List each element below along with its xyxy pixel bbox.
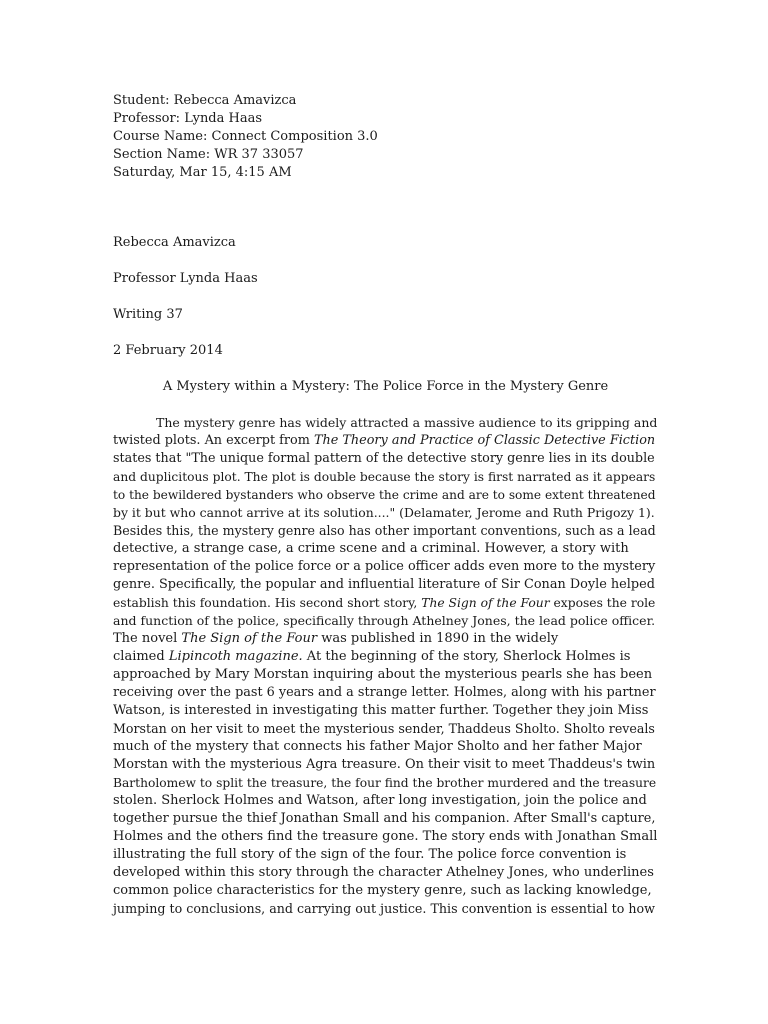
body-text: receiving over the past 6 years and a strange letter. Holmes, along with his partner	[113, 685, 656, 700]
body-text: much of the mystery that connects his father Major Sholto and her father Major	[113, 739, 642, 754]
body-text: and duplicitous plot. The plot is double because the story is first narrated as it appears	[113, 470, 656, 484]
body-line	[113, 522, 658, 540]
body-line	[113, 756, 658, 774]
body-line	[113, 774, 658, 792]
body-line	[113, 738, 658, 756]
body-line	[113, 666, 658, 684]
body-text: exposes the role	[549, 596, 656, 610]
body-line	[113, 900, 658, 918]
body-text: and function of the police, specifically through Athelney Jones, the lead police officer.	[113, 613, 656, 628]
body-text: together pursue the thief Jonathan Small and his companion. After Small's capture,	[113, 811, 656, 826]
body-line	[113, 540, 658, 558]
body-text: Watson, is interested in investigating this matter further. Together they join Miss	[113, 703, 649, 718]
instructor-name: Professor Lynda Haas	[113, 271, 258, 286]
body-text: Besides this, the mystery genre also has other important conventions, such as a lead	[113, 523, 656, 538]
section-line: Section Name: WR 37 33057	[113, 147, 304, 162]
author-name: Rebecca Amavizca	[113, 235, 236, 250]
document-page	[113, 92, 658, 918]
italic-title-text: The Sign of the Four	[421, 596, 550, 610]
body-line	[113, 468, 658, 486]
body-line	[113, 864, 658, 882]
body-line	[113, 810, 658, 828]
body-text: The novel	[113, 631, 182, 646]
body-text: genre. Specifically, the popular and influential literature of Sir Conan Doyle helped	[113, 577, 655, 592]
course-line: Course Name: Connect Composition 3.0	[113, 129, 378, 144]
body-line	[113, 576, 658, 594]
essay-body-paragraph	[113, 414, 658, 918]
body-line	[113, 630, 658, 648]
body-line	[113, 882, 658, 900]
body-line	[113, 846, 658, 864]
body-text: developed within this story through the character Athelney Jones, who underlines	[113, 865, 654, 880]
mla-heading	[113, 234, 658, 360]
italic-title-text: Lipincoth magazine.	[168, 649, 303, 664]
body-text: representation of the police force or a police officer adds even more to the mystery	[113, 559, 656, 574]
body-text: stolen. Sherlock Holmes and Watson, after long investigation, join the police and	[113, 793, 647, 808]
body-line	[113, 648, 658, 666]
body-line	[113, 684, 658, 702]
body-line	[113, 828, 658, 846]
body-text: establish this foundation. His second short story,	[113, 596, 422, 610]
course-name: Writing 37	[113, 307, 183, 322]
essay-title: A Mystery within a Mystery: The Police Force in the Mystery Genre	[162, 379, 609, 394]
body-line	[113, 792, 658, 810]
body-text: jumping to conclusions, and carrying out justice. This convention is essential to how	[113, 901, 655, 916]
body-text: to the bewildered bystanders who observe the crime and are to some extent threatened	[113, 488, 656, 502]
body-text: states that "The unique formal pattern of the detective story genre lies in its double	[113, 451, 655, 466]
body-text: The mystery genre has widely attracted a massive audience to its gripping and	[156, 415, 658, 430]
body-text: Bartholomew to split the treasure, the four find the brother murdered and the treasure	[113, 776, 657, 790]
body-text: illustrating the full story of the sign of the four. The police force convention is	[113, 847, 627, 862]
body-text: detective, a strange case, a crime scene and a criminal. However, a story with	[113, 541, 629, 556]
body-text: by it but who cannot arrive at its solution...." (Delamater, Jerome and Ruth Prigozy 1).	[113, 505, 655, 520]
body-line	[113, 702, 658, 720]
body-text: Holmes and the others find the treasure gone. The story ends with Jonathan Small	[113, 829, 658, 844]
body-line	[113, 486, 658, 504]
body-line	[113, 594, 658, 612]
student-line: Student: Rebecca Amavizca	[113, 93, 297, 108]
body-text: Morstan with the mysterious Agra treasure. On their visit to meet Thaddeus's twin	[113, 757, 656, 772]
submission-header	[113, 92, 658, 182]
body-line	[113, 414, 658, 432]
body-text: twisted plots. An excerpt from	[113, 433, 314, 448]
body-line	[113, 450, 658, 468]
italic-title-text: The Sign of the Four	[181, 631, 318, 646]
body-text: At the beginning of the story, Sherlock Holmes is	[302, 649, 631, 664]
body-line	[113, 432, 658, 450]
body-text: claimed	[113, 649, 169, 664]
professor-line: Professor: Lynda Haas	[113, 111, 263, 126]
body-line	[113, 504, 658, 522]
datetime-line: Saturday, Mar 15, 4:15 AM	[113, 165, 292, 180]
italic-title-text: The Theory and Practice of Classic Detective Fiction	[313, 433, 656, 448]
body-line	[113, 612, 658, 630]
body-line	[113, 558, 658, 576]
body-line	[113, 720, 658, 738]
body-text: was published in 1890 in the widely	[317, 631, 559, 646]
essay-date: 2 February 2014	[113, 343, 223, 358]
body-text: Morstan on her visit to meet the mysterious sender, Thaddeus Sholto. Sholto reveals	[113, 721, 655, 736]
body-text: common police characteristics for the mystery genre, such as lacking knowledge,	[113, 883, 652, 898]
body-text: approached by Mary Morstan inquiring about the mysterious pearls she has been	[113, 667, 653, 682]
